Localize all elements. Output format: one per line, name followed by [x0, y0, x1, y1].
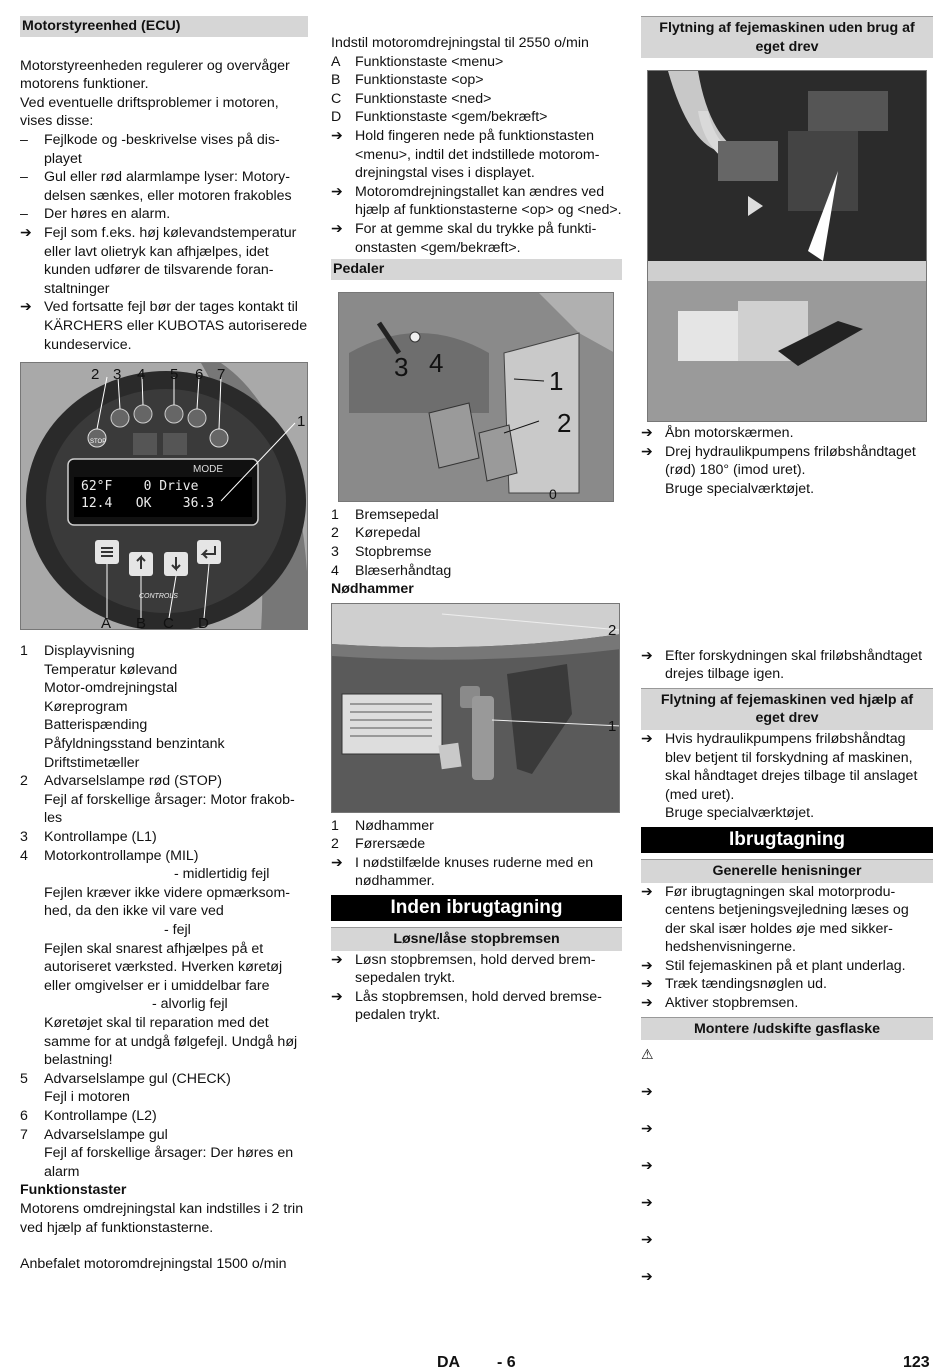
- arrow-icon: ➔: [641, 1084, 653, 1101]
- arrow-icon: ➔: [331, 951, 343, 968]
- legend-item: 5 Advarselslampe gul (CHECK) Fejl i motoren: [20, 1070, 231, 1106]
- set-rpm-text: Indstil motoromdrejningstal til 2550 o/min: [331, 35, 589, 51]
- legend-item: 4 Motorkontrollampe (MIL): [20, 847, 199, 864]
- warning-icon: ⚠: [641, 1047, 654, 1064]
- stop-lamp-label: STOP: [90, 439, 107, 446]
- mil-state-1: - midlertidig fejl Fejlen kræver ikke videre opmærksomhed, da den ikke vil vare ved: [44, 866, 290, 920]
- column-2: [331, 34, 622, 1025]
- fig-label: 2: [557, 407, 572, 438]
- mode-label: MODE: [193, 464, 223, 476]
- subheading-nodhammer: Nødhammer: [331, 581, 414, 598]
- fig-label: B: [136, 615, 147, 631]
- fig-label: 3: [394, 351, 409, 382]
- arrow-icon: ➔: [641, 995, 653, 1012]
- arrow-icon: ➔: [20, 224, 32, 241]
- legend-item: 3 Stopbremse: [331, 543, 432, 560]
- fig-label: D: [198, 615, 209, 631]
- section-heading-ecu: Motorstyreenhed (ECU): [20, 16, 308, 37]
- legend-item: 4 Blæserhåndtag: [331, 562, 452, 579]
- list-item: – Gul eller rød alarmlampe lyser: Motorydelsen sænkes, eller motoren frakobles: [20, 169, 292, 204]
- step-item: ➔ Drej hydraulikpumpens friløbshåndtaget (rød) 180° (imod uret).: [641, 443, 916, 479]
- step-item: ➔ Hvis hydraulikpumpens friløbshåndtag blev betjent til forskydning af maskinen, skal håndtaget drejes tilbage til anslaget (med uret).: [641, 730, 918, 803]
- fig-label: 2: [91, 366, 100, 384]
- arrow-icon: ➔: [641, 647, 653, 664]
- recommended-rpm: Anbefalet motoromdrejningstal 1500 o/min: [20, 1256, 287, 1273]
- arrow-icon: ➔: [641, 976, 653, 993]
- arrow-icon: ➔: [331, 854, 343, 871]
- pedal-photo: [338, 292, 614, 502]
- fig-label: 1: [549, 365, 564, 396]
- fig-label: 2: [608, 621, 617, 639]
- arrow-icon: ➔: [641, 1158, 653, 1175]
- legend-item: 1 Nødhammer: [331, 817, 434, 834]
- footer-page-number: 123: [903, 1354, 930, 1370]
- step-item: ➔ Før ibrugtagningen skal motorproducentens betjeningsvejledning læses og der skal især holdes øje med sikkerhedshenvisningerne.: [641, 883, 909, 956]
- legend-item: 2 Førersæde: [331, 836, 426, 853]
- hammer-photo: [331, 603, 620, 813]
- arrow-icon: ➔: [20, 299, 32, 316]
- legend-item: 6 Kontrollampe (L2): [20, 1107, 157, 1124]
- legend-item: 1 Displayvisning Temperatur kølevand Motor-omdrejningstal Køreprogram Batterispænding Påfyldningsstand benzintank Driftstimetæller: [20, 643, 225, 771]
- arrow-icon: ➔: [641, 1195, 653, 1212]
- step-item: ➔ Træk tændingsnøglen ud.: [641, 976, 827, 993]
- funk-text: Motorens omdrejningstal kan indstilles i 2 trin ved hjælp af funktionstasterne.: [20, 1200, 304, 1236]
- fig-label: C: [163, 615, 174, 631]
- step-item: ➔ I nødstilfælde knuses ruderne med en nødhammer.: [331, 854, 594, 890]
- arrow-icon: ➔: [641, 443, 653, 460]
- arrow-icon: ➔: [641, 883, 653, 900]
- footer-page-sub: - 6: [497, 1354, 516, 1370]
- subheading-funktionstaster: Funktionstaster: [20, 1182, 127, 1199]
- arrow-icon: ➔: [641, 730, 653, 747]
- tool-note-2: Bruge specialværktøjet.: [665, 805, 815, 822]
- fig-label: 5: [170, 366, 179, 384]
- mil-state-2: - fejl Fejlen skal snarest afhjælpes på et autoriseret værksted. Hverken køretøj eller omgivelser er i umiddelbar fare: [44, 922, 283, 994]
- ecu-display-photo: [20, 362, 308, 630]
- fig-label: 4: [429, 347, 444, 378]
- section-heading-gasflaske: Montere /udskifte gasflaske: [641, 1017, 933, 1041]
- key-item: C Funktionstaste <ned>: [331, 90, 492, 107]
- mil-state-3: - alvorlig fejl Køretøjet skal til reparation med det samme for at undgå følgefejl. Undgå høj belastning!: [44, 996, 298, 1069]
- section-heading-flytning-uden-drev: Flytning af fejemaskinen uden brug af eget drev: [641, 16, 933, 58]
- arrow-icon: ➔: [641, 1232, 653, 1249]
- arrow-icon: ➔: [331, 127, 343, 144]
- arrow-icon: ➔: [331, 183, 343, 200]
- arrow-icon: ➔: [331, 220, 343, 237]
- legend-item: 7 Advarselslampe gul Fejl af forskellige årsager: Der høres en alarm: [20, 1126, 294, 1180]
- ecu-intro-2: Ved eventuelle driftsproblemer i motoren, vises disse:: [20, 94, 279, 130]
- section-title-ibrugtagning: Ibrugtagning: [641, 827, 933, 853]
- arrow-icon: ➔: [641, 425, 653, 442]
- step-item: ➔ Motoromdrejningstallet kan ændres ved hjælp af funktionstasterne <op> og <ned>.: [331, 183, 622, 219]
- footer-language: DA: [437, 1354, 461, 1370]
- section-heading-flytning-eget-drev: Flytning af fejemaskinen ved hjælp af eget drev: [641, 688, 933, 730]
- tool-note: Bruge specialværktøjet.: [665, 480, 815, 497]
- section-heading-stopbremse: Løsne/låse stopbremsen: [331, 927, 622, 951]
- fig-label: 4: [137, 366, 146, 384]
- key-item: A Funktionstaste <menu>: [331, 53, 504, 70]
- legend-item: 1 Bremsepedal: [331, 506, 439, 523]
- section-heading-generelle: Generelle henisninger: [641, 859, 933, 883]
- ecu-screen-line-2: 12.4 OK 36.3: [81, 496, 215, 512]
- fig-label: 7: [217, 366, 226, 384]
- list-item: – Fejlkode og -beskrivelse vises på displayet: [20, 131, 280, 167]
- step-item: ➔ Åbn motorskærmen.: [641, 425, 794, 442]
- key-item: D Funktionstaste <gem/bekræft>: [331, 109, 548, 126]
- step-item: ➔ For at gemme skal du trykke på funktionstasten <gem/bekræft>.: [331, 220, 597, 256]
- brand-logo: CONTROLS: [139, 593, 178, 601]
- arrow-icon: ➔: [641, 1121, 653, 1138]
- fig-label: 1: [608, 717, 617, 735]
- step-item: ➔ Lås stopbremsen, hold derved bremsepedalen trykt.: [331, 988, 602, 1024]
- step-item: ➔ Efter forskydningen skal friløbshåndtaget drejes tilbage igen.: [641, 647, 923, 683]
- fig-label: 6: [195, 366, 204, 384]
- legend-item: 2 Advarselslampe rød (STOP) Fejl af forskellige årsager: Motor frakobles: [20, 773, 295, 827]
- column-3: [641, 16, 933, 1305]
- list-item: – Der høres en alarm.: [20, 206, 171, 223]
- fig-label: A: [101, 615, 112, 631]
- step-item: ➔ Aktiver stopbremsen.: [641, 995, 799, 1012]
- section-heading-pedaler: Pedaler: [331, 259, 622, 280]
- step-item: ➔ Hold fingeren nede på funktionstasten <menu>, indtil det indstillede motoromdrejningstal vises i displayet.: [331, 127, 600, 182]
- list-item: ➔ Fejl som f.eks. høj kølevandstemperatur eller lavt olietryk kan afhjælpes, idet kunden udfører de tilsvarende foranstaltninger: [20, 224, 297, 297]
- column-1: [20, 16, 308, 1274]
- list-item: ➔ Ved fortsatte fejl bør der tages kontakt til KÄRCHERS eller KUBOTAS autoriserede kundeservice.: [20, 299, 308, 353]
- step-item: ➔ Løsn stopbremsen, hold derved bremsepedalen trykt.: [331, 951, 596, 987]
- ecu-screen-line-1: 62°F 0 Drive: [81, 479, 199, 495]
- fig-label: 0: [549, 485, 557, 502]
- ecu-intro: Motorstyreenheden regulerer og overvåger motorens funktioner.: [20, 57, 290, 93]
- arrow-icon: ➔: [641, 1269, 653, 1286]
- arrow-icon: ➔: [331, 988, 343, 1005]
- legend-item: 2 Kørepedal: [331, 525, 421, 542]
- fig-label: 1: [297, 413, 306, 431]
- arrow-icon: ➔: [641, 957, 653, 974]
- step-item: ➔ Stil fejemaskinen på et plant underlag.: [641, 957, 906, 974]
- key-item: B Funktionstaste <op>: [331, 72, 484, 89]
- legend-item: 3 Kontrollampe (L1): [20, 829, 157, 846]
- hydraulic-pump-photo: [647, 70, 927, 422]
- fig-label: 3: [113, 366, 122, 384]
- section-title-inden-ibrugtagning: Inden ibrugtagning: [331, 895, 622, 921]
